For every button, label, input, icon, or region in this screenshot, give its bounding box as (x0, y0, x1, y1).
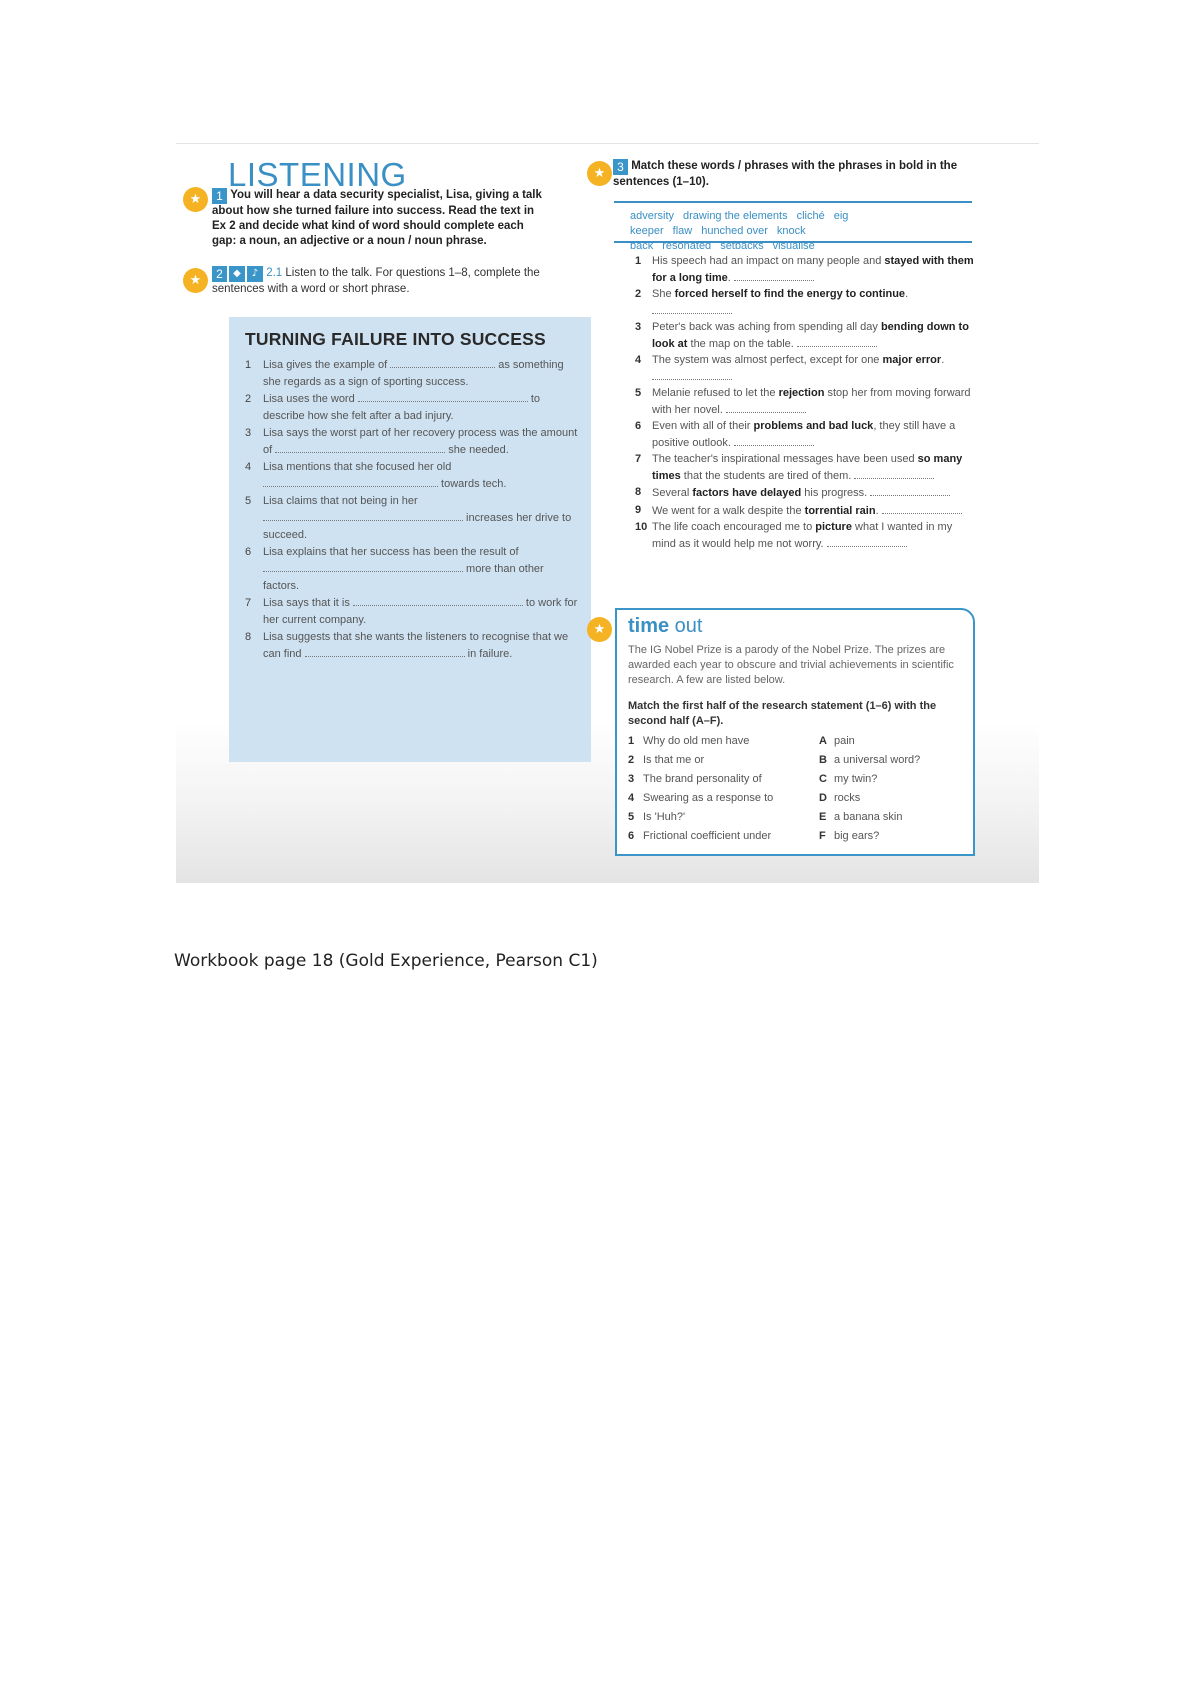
match-number: 5 (628, 811, 635, 823)
exercise-2-text: Listen to the talk. For questions 1–8, complete the sentences with a word or short phrase. (212, 267, 540, 295)
star-icon: ★ (183, 268, 208, 293)
question-number: 2 (245, 393, 252, 405)
match-letter: B (819, 754, 827, 766)
match-right: a banana skin (834, 811, 903, 823)
answer-gap[interactable] (734, 270, 814, 281)
time-out-instruction (628, 699, 966, 729)
sentence-bold: bending down to look at (652, 321, 969, 350)
match-row (628, 732, 966, 751)
exercise-number: 1 (212, 188, 227, 204)
sentence-bold: forced herself to find the energy to continue (674, 288, 906, 300)
star-icon: ★ (587, 161, 612, 186)
sentence-item (635, 320, 977, 352)
sentence-post: . (875, 504, 882, 517)
match-number: 2 (628, 754, 635, 766)
word-option: setbacks (720, 240, 764, 252)
sentence-number: 6 (635, 420, 642, 432)
exam-icon: ◆ (229, 266, 245, 282)
question-text-a: Lisa mentions that she focused her old (263, 461, 452, 473)
exercise-1 (212, 188, 542, 249)
question-text-a: Lisa says that it is (263, 597, 353, 609)
exercise-number: 2 (212, 266, 227, 282)
star-icon: ★ (183, 187, 208, 212)
sentence-text (652, 386, 977, 418)
question-text-a: Lisa explains that her success has been the result of (263, 546, 519, 558)
question-text-b: towards tech. (438, 478, 507, 490)
match-right: rocks (834, 792, 861, 804)
sentence-text (652, 320, 977, 352)
sentence-item (635, 254, 977, 286)
star-icon: ★ (587, 617, 612, 642)
match-number: 4 (628, 792, 635, 804)
sentence-item (635, 353, 977, 385)
sentence-pre: She (652, 288, 675, 300)
sentence-post: the map on the table. (687, 337, 797, 350)
word-box (614, 201, 972, 252)
audio-icon: ♪ (247, 266, 263, 282)
sentence-text (652, 254, 977, 286)
match-row (628, 770, 966, 789)
sentence-text (652, 485, 950, 502)
sentence-post: stop her from moving forward with her novel. (652, 387, 971, 416)
exercise-1-text: You will hear a data security specialist, Lisa, giving a talk about how she turned failure into success. Read the text in Ex 2 and decide what kind of word should complete each gap: a noun, an adjective or a noun / noun phrase. (212, 189, 542, 247)
question-item (245, 391, 579, 425)
match-left: Is that me or (643, 754, 705, 766)
sentence-post: that the students are tired of them. (680, 469, 855, 482)
sentence-pre: The teacher's inspirational messages have been used (652, 453, 918, 465)
sentence-item (635, 503, 977, 520)
question-text (263, 595, 579, 629)
sentence-bold: so many times (652, 453, 963, 482)
answer-gap[interactable] (263, 476, 438, 487)
match-letter: C (819, 773, 827, 785)
sentence-text (652, 353, 977, 385)
question-text (263, 425, 579, 459)
match-left: Frictional coefficient under (643, 830, 772, 842)
page-caption: Workbook page 18 (Gold Experience, Pearson C1) (174, 951, 598, 971)
match-right: pain (834, 735, 855, 747)
question-item (245, 629, 579, 663)
match-row (628, 808, 966, 827)
question-item (245, 425, 579, 459)
question-item (245, 544, 579, 595)
sentence-post: , they still have a positive outlook. (652, 420, 956, 449)
sentence-bold: rejection (778, 387, 825, 399)
match-letter: E (819, 811, 827, 823)
answer-gap[interactable] (358, 391, 528, 402)
question-text (263, 391, 579, 425)
answer-gap[interactable] (390, 357, 495, 368)
sentence-item (635, 452, 977, 484)
sentence-pre: The system was almost perfect, except for one (652, 354, 883, 366)
word-option: visualise (772, 240, 815, 252)
sentence-bold: problems and bad luck (753, 420, 874, 432)
question-text-a: Lisa gives the example of (263, 359, 391, 371)
workbook-scan (176, 143, 1039, 883)
sentence-number: 4 (635, 354, 642, 366)
match-list (628, 732, 966, 846)
sentence-pre: His speech had an impact on many people and (652, 255, 885, 267)
question-text (263, 544, 579, 595)
question-text-b: as something she regards as a sign of sporting success. (263, 359, 564, 388)
sentence-number: 5 (635, 387, 642, 399)
answer-gap[interactable] (882, 503, 962, 514)
match-left: The brand personality of (643, 773, 762, 785)
answer-gap[interactable] (652, 369, 732, 380)
sentence-number: 9 (635, 503, 642, 516)
sentence-post: . (941, 354, 945, 366)
exercise-number: 3 (613, 159, 628, 175)
track-number: 2.1 (266, 267, 283, 279)
match-left: Swearing as a response to (643, 792, 774, 804)
word-option: adversity (630, 210, 675, 222)
sentence-pre: Peter's back was aching from spending all day (652, 321, 881, 333)
match-row (628, 751, 966, 770)
sentence-number: 1 (635, 255, 642, 267)
exercise-3 (613, 159, 975, 190)
question-text (263, 459, 579, 493)
sentence-number: 2 (635, 288, 642, 300)
question-text-b: to work for her current company. (263, 597, 578, 626)
match-left: Why do old men have (643, 735, 750, 747)
exercise-2 (212, 266, 562, 297)
sentence-bold: picture (815, 521, 852, 533)
question-item (245, 595, 579, 629)
answer-gap[interactable] (870, 485, 950, 496)
word-option: flaw (672, 225, 693, 237)
time-out-instruction-text: Match the first half of the research statement (1–6) with the second half (A–F). (628, 700, 937, 727)
answer-gap[interactable] (797, 336, 877, 347)
match-letter: D (819, 792, 827, 804)
sentence-bold: stayed with them for a long time (652, 255, 974, 284)
sentence-post: what I wanted in my mind as it would help me not worry. (652, 521, 953, 550)
sentence-post: his progress. (801, 487, 871, 499)
question-text-b: in failure. (464, 648, 513, 660)
sentence-number: 3 (635, 321, 642, 333)
answer-gap[interactable] (854, 468, 934, 479)
time-out-title-a: time (628, 615, 670, 637)
question-text-b: increases her drive to succeed. (263, 512, 572, 541)
question-text-b: to describe how she felt after a bad injury. (263, 393, 541, 422)
sentence-post: . (905, 288, 909, 300)
question-number: 1 (245, 359, 252, 371)
word-option: drawing the elements (683, 210, 788, 222)
panel-title: TURNING FAILURE INTO SUCCESS (245, 329, 546, 349)
question-text-a: Lisa says the worst part of her recovery process was the amount of (263, 427, 578, 456)
exercise-panel (229, 317, 591, 762)
word-option: hunched over (701, 225, 768, 237)
match-letter: A (819, 735, 827, 747)
time-out-box (615, 608, 975, 856)
question-text-a: Lisa claims that not being in her (263, 495, 418, 507)
sentence-text (652, 503, 962, 520)
sentence-pre: We went for a walk despite the (652, 504, 805, 517)
sentence-item (635, 287, 977, 319)
answer-gap[interactable] (305, 646, 465, 657)
sentence-text (652, 419, 977, 451)
question-item (245, 459, 579, 493)
word-option: cliché (796, 210, 825, 222)
question-number: 6 (245, 546, 252, 558)
time-out-text: The IG Nobel Prize is a parody of the Nobel Prize. The prizes are awarded each year to obscure and trivial achievements in scientific research. A few are listed below. (628, 644, 954, 686)
sentence-item (635, 419, 977, 451)
question-text (263, 629, 579, 663)
match-left: Is 'Huh?' (643, 811, 686, 823)
word-option: resonated (662, 240, 712, 252)
answer-gap[interactable] (652, 303, 732, 314)
section-title: LISTENING (228, 156, 407, 193)
sentence-bold: factors have delayed (692, 487, 802, 499)
answer-gap[interactable] (263, 561, 463, 572)
question-number: 4 (245, 461, 252, 473)
sentence-item (635, 485, 977, 502)
word-option: eig keeper (630, 210, 849, 237)
question-text-a: Lisa uses the word (263, 393, 358, 405)
question-number: 7 (245, 597, 252, 609)
question-number: 3 (245, 427, 252, 439)
question-text (263, 357, 579, 391)
match-number: 1 (628, 735, 635, 747)
question-text-b: more than other factors. (263, 563, 544, 592)
sentence-item (635, 520, 977, 552)
question-number: 5 (245, 495, 252, 507)
question-text (263, 493, 579, 544)
sentence-pre: Melanie refused to let the (652, 387, 779, 399)
answer-gap[interactable] (353, 595, 523, 606)
question-text-a: Lisa suggests that she wants the listeners to recognise that we can find (263, 631, 569, 660)
exercise-3-text: Match these words / phrases with the phrases in bold in the sentences (1–10). (613, 160, 958, 188)
question-text-b: she needed. (445, 444, 509, 456)
match-right: a universal word? (834, 754, 921, 766)
answer-gap[interactable] (734, 435, 814, 446)
answer-gap[interactable] (726, 402, 806, 413)
question-number: 8 (245, 631, 252, 643)
match-row (628, 789, 966, 808)
sentence-number: 8 (635, 486, 642, 498)
sentence-pre: The life coach encouraged me to (652, 521, 816, 533)
question-list (245, 357, 579, 663)
sentence-number: 10 (635, 521, 648, 533)
sentence-number: 7 (635, 453, 642, 465)
match-row (628, 827, 966, 846)
sentence-list (635, 254, 977, 553)
question-item (245, 493, 579, 544)
answer-gap[interactable] (827, 536, 907, 547)
match-number: 3 (628, 773, 635, 785)
question-item (245, 357, 579, 391)
sentence-bold: torrential rain (804, 504, 876, 517)
sentence-text (652, 520, 977, 552)
sentence-post: . (727, 271, 734, 284)
match-letter: F (819, 830, 826, 842)
time-out-title-b: out (669, 615, 703, 637)
word-option: knock back (630, 225, 806, 252)
time-out-title (628, 615, 702, 638)
sentence-bold: major error (882, 354, 942, 366)
sentence-text (652, 287, 977, 319)
match-right: big ears? (834, 830, 880, 842)
sentence-pre: Several (652, 487, 693, 499)
match-number: 6 (628, 830, 635, 842)
answer-gap[interactable] (275, 442, 445, 453)
sentence-item (635, 386, 977, 418)
match-right: my twin? (834, 773, 878, 785)
sentence-pre: Even with all of their (652, 420, 754, 432)
sentence-text (652, 452, 977, 484)
answer-gap[interactable] (263, 510, 463, 521)
